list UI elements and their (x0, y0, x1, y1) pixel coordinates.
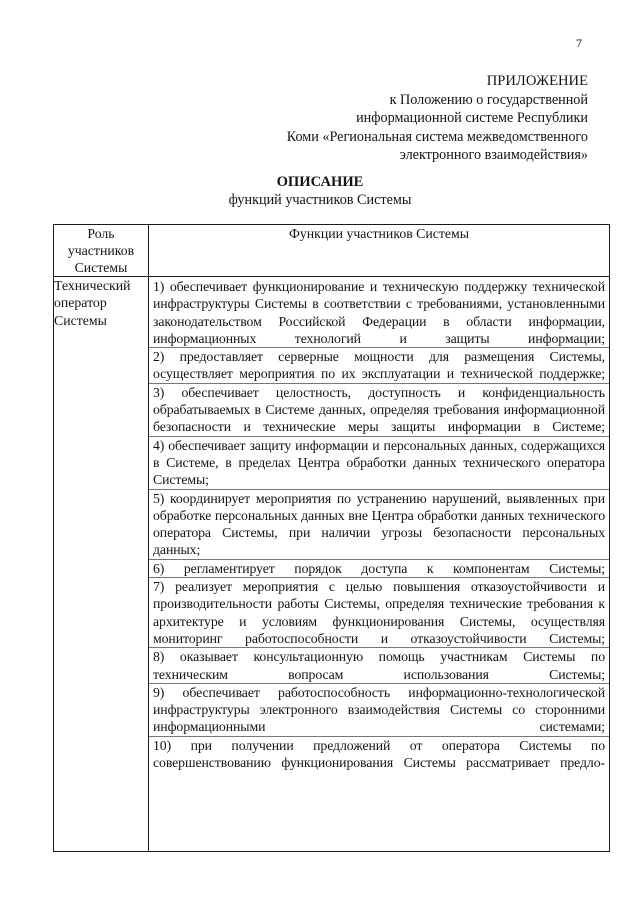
table-row (54, 277, 610, 852)
appendix-line: к Положению о государственной (389, 91, 588, 108)
document-title: ОПИСАНИЕ (276, 174, 364, 190)
function-item: 10) при получении предложений от оператора Системы по совершенствованию функционирования Системы рассматривает предло- (153, 737, 605, 771)
appendix-block (168, 72, 588, 165)
appendix-line: информационной системе Республики (356, 110, 588, 126)
function-item: 7) реализует мероприятия с целью повышения отказоустойчивости и производительности работы Системы, определяя технические требования к архитектуре и условиям функционирования Системы, осуществляя мониторинг работоспособности и отказоустойчивости Системы; (149, 578, 609, 648)
function-item: 4) обеспечивает защиту информации и персональных данных, содержащихся в Системе, в пределах Центра обработки данных технического оператора Системы; (149, 437, 609, 490)
header-role: Роль участников Системы (54, 225, 149, 277)
role-cell: Технический оператор Системы (54, 277, 149, 852)
functions-cell (149, 277, 610, 852)
function-item: 9) обеспечивает работоспособность информационно-технологической инфраструктуры электронного взаимодействия Системы со сторонними информационными системами; (149, 684, 609, 737)
appendix-title: ПРИЛОЖЕНИЕ (486, 73, 588, 89)
functions-table (53, 224, 610, 852)
page-number: 7 (576, 36, 582, 50)
header-functions: Функции участников Системы (149, 225, 610, 277)
appendix-line: Коми «Региональная система межведомственного (286, 128, 588, 145)
functions-list (149, 277, 609, 851)
function-item: 8) оказывает консультационную помощь участникам Системы по техническим вопросам использования Системы; (149, 648, 609, 684)
function-item: 6) регламентирует порядок доступа к компонентам Системы; (149, 560, 609, 578)
function-item: 3) обеспечивает целостность, доступность и конфиденциальность обрабатываемых в Системе данных, определяя требования информационной безопасности и технические меры защиты информации в Системе; (149, 384, 609, 437)
appendix-line: электронного взаимодействия» (399, 147, 588, 163)
table-header-row (54, 225, 610, 277)
function-item: 1) обеспечивает функционирование и техническую поддержку технической инфраструктуры Системы в соответствии с требованиями, установленными законодательством Российской Федерации в области информации, информационных технологий и защиты информации; (149, 278, 609, 348)
function-item: 2) предоставляет серверные мощности для размещения Системы, осуществляет мероприятия по их эксплуатации и технической поддержке; (149, 348, 609, 384)
document-subtitle: функций участников Системы (228, 192, 412, 208)
function-item: 5) координирует мероприятия по устранению нарушений, выявленных при обработке персональных данных вне Центра обработки данных технического оператора Системы, при наличии угрозы безопасности персональных данных; (149, 490, 609, 560)
document-heading (0, 173, 640, 209)
